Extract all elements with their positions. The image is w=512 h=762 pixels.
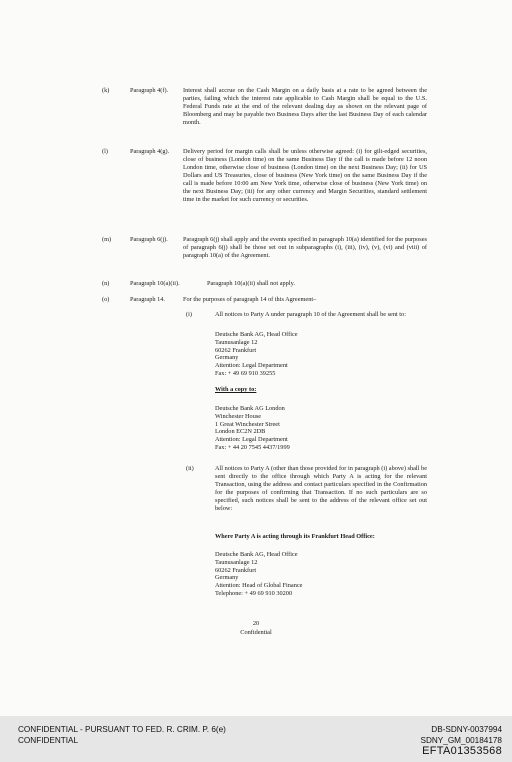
item-l-text: Delivery period for margin calls shall be unless otherwise agreed: (i) for gilt-edged securities, close of business (London time) on the same Business Day if the call is made before 12 noon London time, otherwise close of business (London time) on the next Business Day; (ii) for US Dollars and US Treasuries, close of business (New York time) on the same Business Day if the call is made before 10:00 am New York time, otherwise close of business (New York time) on the next Business Day; (iii) for any other currency and Margin Securities, standard settlement time in the market for such currency or securities. [183, 148, 427, 203]
address-line: Attention: Legal Department [215, 436, 288, 444]
footer-left [18, 724, 226, 746]
address-line: Fax: + 49 69 910 39255 [215, 369, 276, 377]
address-frankfurt-finance [215, 551, 302, 598]
item-k-text: Interest shall accrue on the Cash Margin on a daily basis at a rate to be agreed between the parties, failing which the interest rate applicable to Cash Margin shall be equal to the U.S. Federal Funds rate at the end of the relevant dealing day as shown on the relevant page of Bloomberg and may be payable two Business Days after the last Business Day of each calendar month. [183, 87, 427, 126]
item-n-ref: Paragraph 10(a)(ii). [130, 280, 180, 287]
footer-right [421, 724, 502, 757]
address-london-legal [215, 405, 290, 452]
copy-heading: With a copy to: [215, 386, 257, 393]
address-line: Winchester House [215, 412, 262, 420]
address-line: Fax: + 44 20 7545 4437/1999 [215, 443, 290, 451]
item-l-ref: Paragraph 4(g). [130, 148, 170, 155]
item-k-mark: (k) [102, 87, 110, 94]
item-o-text: For the purposes of paragraph 14 of this Agreement– [183, 296, 317, 303]
footer-confidential-pursuant: CONFIDENTIAL - PURSUANT TO FED. R. CRIM. P. 6(e) [18, 725, 226, 734]
notice-i-text: All notices to Party A under paragraph 10 of the Agreement shall be sent to: [215, 311, 406, 318]
item-m-text: Paragraph 6(j) shall apply and the events specified in paragraph 10(a) identified for the purposes of paragraph 6(j) shall be those set out in subparagraphs (i), (iii), (iv), (v), (vi) and (viii) of paragraph 10(a) of the Agreement. [183, 236, 427, 259]
address-line: 60262 Frankfurt [215, 346, 257, 354]
page-confidential-label: Confidential [240, 629, 272, 636]
notice-i-mark: (i) [186, 311, 192, 318]
address-line: 1 Great Winchester Street [215, 420, 280, 428]
footer-sdny-id: SDNY_GM_00184178 [420, 736, 502, 745]
item-k-ref: Paragraph 4(f). [130, 87, 169, 94]
bates-number: EFTA01353568 [422, 745, 502, 757]
address-line: Deutsche Bank AG London [215, 405, 285, 412]
address-line: Attention: Head of Global Finance [215, 582, 303, 590]
item-n-mark: (n) [102, 280, 110, 287]
address-line: Germany [215, 574, 239, 582]
item-o-ref: Paragraph 14. [130, 296, 165, 303]
address-line: 60262 Frankfurt [215, 566, 257, 574]
address-line: Germany [215, 354, 239, 362]
address-line: Telephone: + 49 69 910 30200 [215, 589, 293, 597]
address-line: Deutsche Bank AG, Head Office [215, 331, 298, 338]
address-frankfurt-legal [215, 331, 298, 378]
address-line: London EC2N 2DB [215, 428, 266, 436]
footer-db-id: DB-SDNY-0037994 [431, 725, 502, 734]
address-line: Taunusanlage 12 [215, 558, 258, 566]
item-n-text: Paragraph 10(a)(ii) shall not apply. [207, 280, 295, 287]
notice-ii-mark: (ii) [186, 465, 194, 472]
footer-confidential: CONFIDENTIAL [18, 736, 79, 745]
item-m-mark: (m) [102, 236, 112, 243]
address-line: Taunusanlage 12 [215, 338, 258, 346]
address-line: Attention: Legal Department [215, 362, 288, 370]
address-line: Deutsche Bank AG, Head Office [215, 551, 298, 558]
frankfurt-head-office-heading: Where Party A is acting through its Frankfurt Head Office: [215, 533, 375, 540]
item-o-mark: (o) [102, 296, 110, 303]
item-l-mark: (l) [102, 148, 108, 155]
item-m-ref: Paragraph 6(j). [130, 236, 168, 243]
page-number: 20 [252, 620, 260, 627]
notice-ii-text: All notices to Party A (other than those provided for in paragraph (i) above) shall be sent directly to the office through which Party A is acting for the relevant Transaction, using the address and contact particulars specified in the Confirmation for the purposes of confirming that Transaction. If no such particulars are so specified, such notices shall be sent to the address of the relevant office set out below: [215, 465, 427, 512]
